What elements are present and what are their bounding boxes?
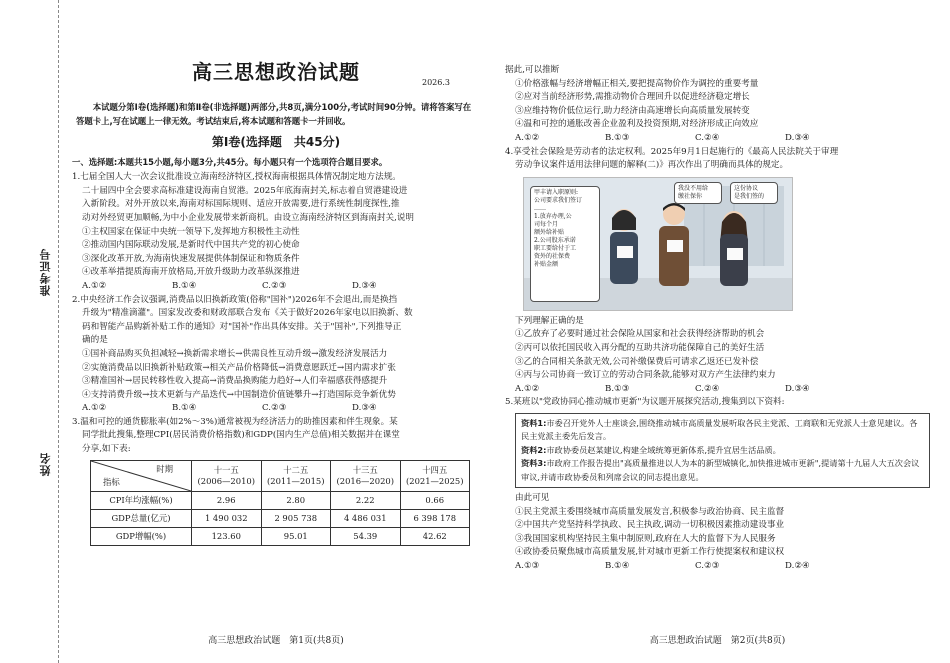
- question-1-stem: [72, 171, 480, 225]
- period-name: 十三五: [352, 464, 378, 475]
- column-header: [400, 460, 470, 491]
- answer-choices: [72, 280, 480, 294]
- cpi-gdp-table: [90, 460, 470, 546]
- option-1: ①价格涨幅与经济增幅正相关,要把提高物价作为调控的重要考量: [515, 78, 759, 89]
- exam-number-label: 准考证号: [39, 248, 52, 296]
- period-name: 十一五: [213, 464, 239, 475]
- answer-b: B.①④: [605, 560, 630, 571]
- column-header: [261, 460, 331, 491]
- materials-box: [515, 413, 930, 488]
- labor-dispute-illustration: [523, 177, 793, 311]
- stem-line: 分享,如下表:: [82, 444, 131, 455]
- bubble-line: 资外的社保费: [534, 252, 571, 260]
- table-row: [91, 527, 470, 545]
- material-1: [521, 417, 924, 444]
- bubble-line: 甲丰请入职原则:: [534, 188, 579, 196]
- answer-b: B.①④: [172, 403, 197, 414]
- exam-instructions: 本试题分第Ⅰ卷(选择题)和第Ⅱ卷(非选择题)两部分,共8页,满分100分,考试时间90分钟。请将答案写在答题卡上,写在试题上一律无效。考试结束后,将本试题和答题卡一并回收。: [76, 102, 472, 126]
- column-header: [192, 460, 262, 491]
- question-4-lead: 下列理解正确的是: [515, 315, 584, 326]
- option-2: ②丙可以依托国民收入再分配的互助共济功能保障自己的美好生活: [515, 342, 765, 353]
- answer-d: D.③④: [785, 383, 810, 394]
- table-cell: 1 490 032: [192, 509, 262, 527]
- answer-a: A.①②: [82, 403, 107, 414]
- material-3: [521, 457, 924, 484]
- answer-a: A.①②: [82, 280, 107, 291]
- period-years: (2006—2010): [197, 475, 256, 486]
- section-heading: 第Ⅰ卷(选择题 共45分): [211, 135, 341, 149]
- page-2: [505, 0, 930, 663]
- bubble-line: 缴社保你: [678, 192, 703, 200]
- question-4: [505, 146, 930, 397]
- page-2-footer: 高三思想政治试题 第2页(共8页): [649, 636, 786, 647]
- bubble-line: 是我们签的: [734, 192, 765, 200]
- option-4: ④改革举措提质海南开放格局,开放升级助力改革纵深推进: [82, 267, 300, 278]
- answer-d: D.②④: [785, 560, 810, 571]
- table-cell: 123.60: [192, 527, 262, 545]
- binding-margin: [0, 0, 60, 663]
- table-cell: 2.22: [331, 491, 401, 509]
- answer-b: B.①③: [605, 383, 630, 394]
- answer-c: C.②④: [695, 383, 720, 394]
- speech-bubble-middle: [674, 182, 722, 204]
- table-cell: 4 486 031: [331, 509, 401, 527]
- bubble-line: ……: [534, 204, 546, 212]
- question-5-lead: 由此可见: [515, 492, 550, 503]
- table-corner-cell: [91, 460, 192, 491]
- option-4: ④丙与公司协商一致订立的劳动合同条款,能够对双方产生法律约束力: [515, 370, 776, 381]
- option-4: ④政协委员聚焦城市高质量发展,针对城市更新工作行使提案权和建议权: [515, 547, 785, 558]
- stem-line: 3.温和可控的通货膨胀率(如2%～3%)通常被视为经济活力的助推因素和伴生现象。某: [72, 416, 398, 427]
- question-2-stem: [72, 294, 480, 348]
- corner-top-label: 时期: [156, 463, 173, 474]
- column-header: [331, 460, 401, 491]
- period-years: (2016—2020): [336, 475, 395, 486]
- bubble-line: 我没不用给: [678, 184, 709, 192]
- answer-c: C.②③: [695, 560, 720, 571]
- option-3: ③我国国家机构坚持民主集中制原则,政府在人大的监督下为人民服务: [515, 533, 776, 544]
- table-header-row: [91, 460, 470, 491]
- answer-d: D.③④: [352, 403, 377, 414]
- answer-choices: [72, 402, 480, 416]
- stem-line: 2.中央经济工作会议强调,消费品以旧换新政策(俗称"国补")2026年不会退出,而是换挡: [72, 294, 398, 305]
- option-1: ①乙放弃了必要时通过社会保险从国家和社会获得经济帮助的机会: [515, 329, 765, 340]
- answer-c: C.②④: [695, 132, 720, 143]
- option-4: ④支持消费升级→技术更新与产品迭代→中国制造价值链攀升→打造国际竞争新优势: [82, 389, 396, 400]
- table-row: [91, 509, 470, 527]
- speech-bubble-right: [730, 182, 778, 204]
- stem-line: 同学批此搜集,整理CPI(居民消费价格指数)和GDP(国内生产总值)相关数据并在课堂: [82, 430, 400, 441]
- answer-a: A.①②: [515, 383, 540, 394]
- answer-b: B.①④: [172, 280, 197, 291]
- option-1: ①民主党派主委围绕城市高质量发展发言,积极参与政治协商、民主监督: [515, 506, 785, 517]
- stem-line: 码和智能产品购新补贴工作的通知》对"国补"作出具体安排。关于"国补",下列推导正: [82, 321, 402, 332]
- page-1-footer: 高三思想政治试题 第1页(共8页): [208, 636, 344, 647]
- stem-line: 1.七届全国人大一次会议批准设立海南经济特区,授权海南根据具体情况制定地方法规。: [72, 172, 401, 183]
- stem-line: 劳动争议案件适用法律问题的解释(二)》再次作出了明确而具体的规定。: [515, 160, 789, 171]
- corner-bottom-label: 指标: [103, 476, 120, 487]
- period-name: 十二五: [283, 464, 309, 475]
- question-3: [72, 416, 480, 546]
- option-3: ③乙的合同相关条款无效,公司补缴保费后可请求乙返还已发补偿: [515, 356, 759, 367]
- answer-choices: [505, 383, 930, 397]
- stem-line: 升级为"精准滴灌"。国家发改委和财政部联合发布《关于做好2026年家电以旧换新、数: [82, 308, 413, 319]
- material-text: 市政协委员赵某建议,构建全域统筹更新体系,提升宜居生活品质。: [546, 444, 781, 455]
- table-cell: 42.62: [400, 527, 470, 545]
- stem-line: 入新阶段。对外开放以来,海南对标国际规则、适应开放需要,进行系统性制度探性,推: [82, 199, 400, 210]
- option-2: ②应对当前经济形势,需推动物价合理回升以促进经济稳定增长: [515, 92, 750, 103]
- answer-d: D.③④: [352, 280, 377, 291]
- exam-title: 高三思想政治试题: [192, 60, 360, 84]
- name-label: 姓名: [39, 452, 52, 476]
- answer-b: B.①③: [605, 132, 630, 143]
- question-2: [72, 294, 480, 416]
- table-cell: 2.96: [192, 491, 262, 509]
- stem-line: 动对外经贸更加顺畅,为中小企业发展带来新商机。由设立海南经济特区到海南封关,说明: [82, 212, 415, 223]
- table-cell: 6 398 178: [400, 509, 470, 527]
- answer-choices: [505, 132, 930, 146]
- option-2: ②中国共产党坚持科学执政、民主执政,调动一切积极因素推动建设事业: [515, 520, 785, 531]
- row-label: CPI年均涨幅(%): [91, 491, 192, 509]
- option-3: ③精准国补→居民转移性收入提高→消费品换购能力趋好→人们幸福感获得感提升: [82, 376, 388, 387]
- option-1: ①国补商品购买负担减轻→换新需求增长→供需良性互动升级→激发经济发展活力: [82, 348, 388, 359]
- option-2: ②实施消费品以旧换新补贴政策→相关产品价格降低→消费意愿跃迁→国内需求扩张: [82, 362, 396, 373]
- question-5-stem: 5.某班以"党政协同心推动城市更新"为议题开展探究活动,搜集到以下资料:: [505, 397, 785, 408]
- option-1: ①主权国家在保证中央统一领导下,发挥地方积极性主动性: [82, 226, 300, 237]
- table-cell: 95.01: [261, 527, 331, 545]
- table-cell: 2.80: [261, 491, 331, 509]
- option-2: ②推动国内国际联动发展,是新时代中国共产党的初心使命: [82, 240, 300, 251]
- answer-a: A.①②: [515, 132, 540, 143]
- bubble-line: 司每个月: [534, 220, 559, 228]
- contract-terms-bubble: [530, 186, 600, 302]
- exam-date: 2026.3: [422, 78, 450, 87]
- answer-c: C.②③: [262, 403, 287, 414]
- question-5: [505, 396, 930, 573]
- row-label: GDP增幅(%): [91, 527, 192, 545]
- binding-cut-line: [58, 0, 59, 663]
- answer-c: C.②③: [262, 280, 287, 291]
- bubble-line: 职工要给付于工: [534, 244, 577, 252]
- table-cell: 2 905 738: [261, 509, 331, 527]
- stem-line: 4.享受社会保险是劳动者的法定权利。2025年9月1日起施行的《最高人民法院关于审理: [505, 146, 839, 157]
- material-tag: 资料2:: [521, 444, 547, 455]
- question-1: [72, 171, 480, 293]
- table-cell: 0.66: [400, 491, 470, 509]
- answer-d: D.③④: [785, 132, 810, 143]
- material-tag: 资料3:: [521, 458, 547, 469]
- question-3-stem: [72, 416, 480, 457]
- question-3-lead: 据此,可以推断: [505, 65, 560, 75]
- option-3: ③应维持物价低位运行,助力经济由高速增长向高质量发展转变: [515, 105, 750, 116]
- title-row: [72, 60, 480, 100]
- bubble-line: 1.放弃办理,公: [534, 212, 572, 220]
- answer-choices: [505, 560, 930, 574]
- bubble-line: 2.公司股东承诺: [534, 236, 576, 244]
- bubble-line: 额外给补贴: [534, 228, 565, 236]
- period-years: (2011—2015): [266, 475, 325, 486]
- bubble-line: 补贴金额: [534, 260, 559, 268]
- table-row: [91, 491, 470, 509]
- option-4: ④温和可控的通胀改善企业盈利及投资预期,对经济形成正向效应: [515, 119, 759, 130]
- option-3: ③深化改革开放,为海南快速发展提供体制保证和物质条件: [82, 253, 300, 264]
- page-1: [72, 0, 480, 663]
- answer-a: A.①③: [515, 560, 540, 571]
- period-name: 十四五: [422, 464, 448, 475]
- material-2: [521, 444, 924, 457]
- material-tag: 资料1:: [521, 417, 547, 428]
- bubble-line: 这份协议: [734, 184, 759, 192]
- stem-line: 二十届四中全会要求高标准建设海南自贸港。2025年底海南封关,标志着自贸港建设进: [82, 185, 408, 196]
- material-text: 市政府工作报告提出"高质量推进以人为本的新型城镇化,加快推进城市更新",提请第十九届人大五次会议审议,并请市政协委员和列席会议的同志提出意见。: [521, 458, 920, 482]
- row-label: GDP总量(亿元): [91, 509, 192, 527]
- question-4-stem: [505, 146, 930, 173]
- material-text: 市委召开党外人士座谈会,围绕推动城市高质量发展听取各民主党派、工商联和无党派人士意见建议。各民主党派主委先后发言。: [521, 417, 918, 442]
- part-instructions: 一、选择题:本题共15小题,每小题3分,共45分。每小题只有一个选项符合题目要求。: [72, 156, 388, 167]
- period-years: (2021—2025): [405, 475, 464, 486]
- bubble-line: 公司要求我们签订: [534, 196, 583, 204]
- stem-line: 确的是: [82, 335, 108, 346]
- question-3-continued: [505, 64, 930, 146]
- table-cell: 54.39: [331, 527, 401, 545]
